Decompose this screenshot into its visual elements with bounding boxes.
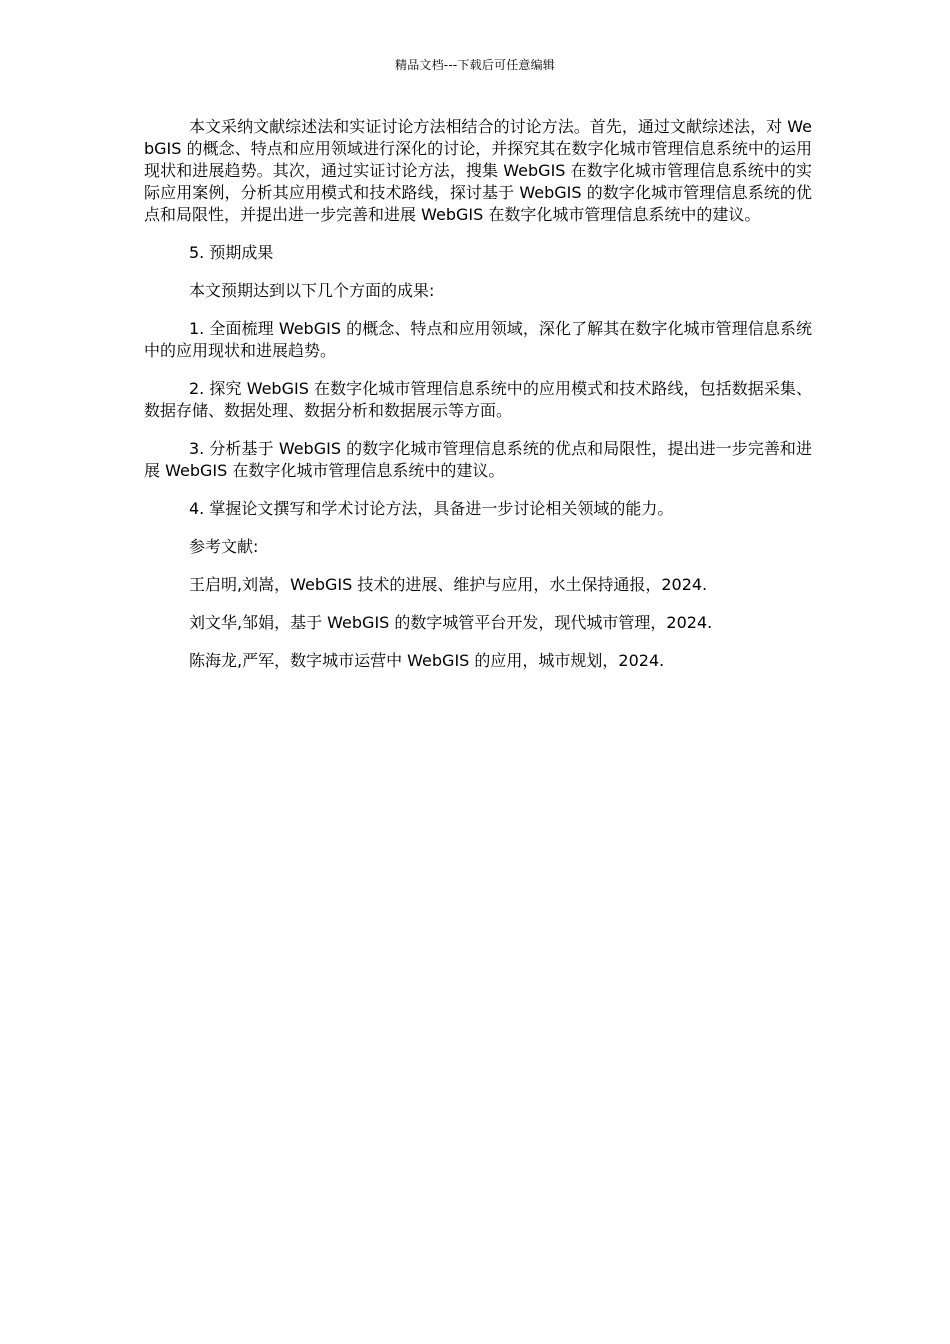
- reference-item-1: 王启明,刘嵩，WebGIS 技术的进展、维护与应用，水土保持通报，2024.: [189, 575, 708, 594]
- result-item-3: 3. 分析基于 WebGIS 的数字化城市管理信息系统的优点和局限性，提出进一步完善和进展 WebGIS 在数字化城市管理信息系统中的建议。: [144, 439, 812, 480]
- references-heading: 参考文献:: [189, 537, 259, 556]
- result-item-4: 4. 掌握论文撰写和学术讨论方法，具备进一步讨论相关领域的能力。: [189, 499, 674, 518]
- methodology-paragraph: 本文采纳文献综述法和实证讨论方法相结合的讨论方法。首先，通过文献综述法，对 WebGIS 的概念、特点和应用领域进行深化的讨论，并探究其在数字化城市管理信息系统中的运用现状和进展趋势。其次，通过实证讨论方法，搜集 WebGIS 在数字化城市管理信息系统中的实际应用案例，分析其应用模式和技术路线，探讨基于 WebGIS 的数字化城市管理信息系统的优点和局限性，并提出进一步完善和进展 WebGIS 在数字化城市管理信息系统中的建议。: [144, 117, 812, 224]
- reference-item-3: 陈海龙,严军，数字城市运营中 WebGIS 的应用，城市规划，2024.: [189, 651, 665, 670]
- reference-item-2: 刘文华,邹娟，基于 WebGIS 的数字城管平台开发，现代城市管理，2024.: [189, 613, 713, 632]
- document-body: [144, 116, 812, 688]
- page-header: 精品文档---下载后可任意编辑: [395, 58, 555, 72]
- section-heading-expected-results: 5. 预期成果: [189, 243, 274, 262]
- result-item-1: 1. 全面梳理 WebGIS 的概念、特点和应用领域，深化了解其在数字化城市管理信息系统中的应用现状和进展趋势。: [144, 319, 812, 360]
- results-intro-paragraph: 本文预期达到以下几个方面的成果:: [189, 281, 435, 300]
- result-item-2: 2. 探究 WebGIS 在数字化城市管理信息系统中的应用模式和技术路线，包括数据采集、数据存储、数据处理、数据分析和数据展示等方面。: [144, 379, 812, 420]
